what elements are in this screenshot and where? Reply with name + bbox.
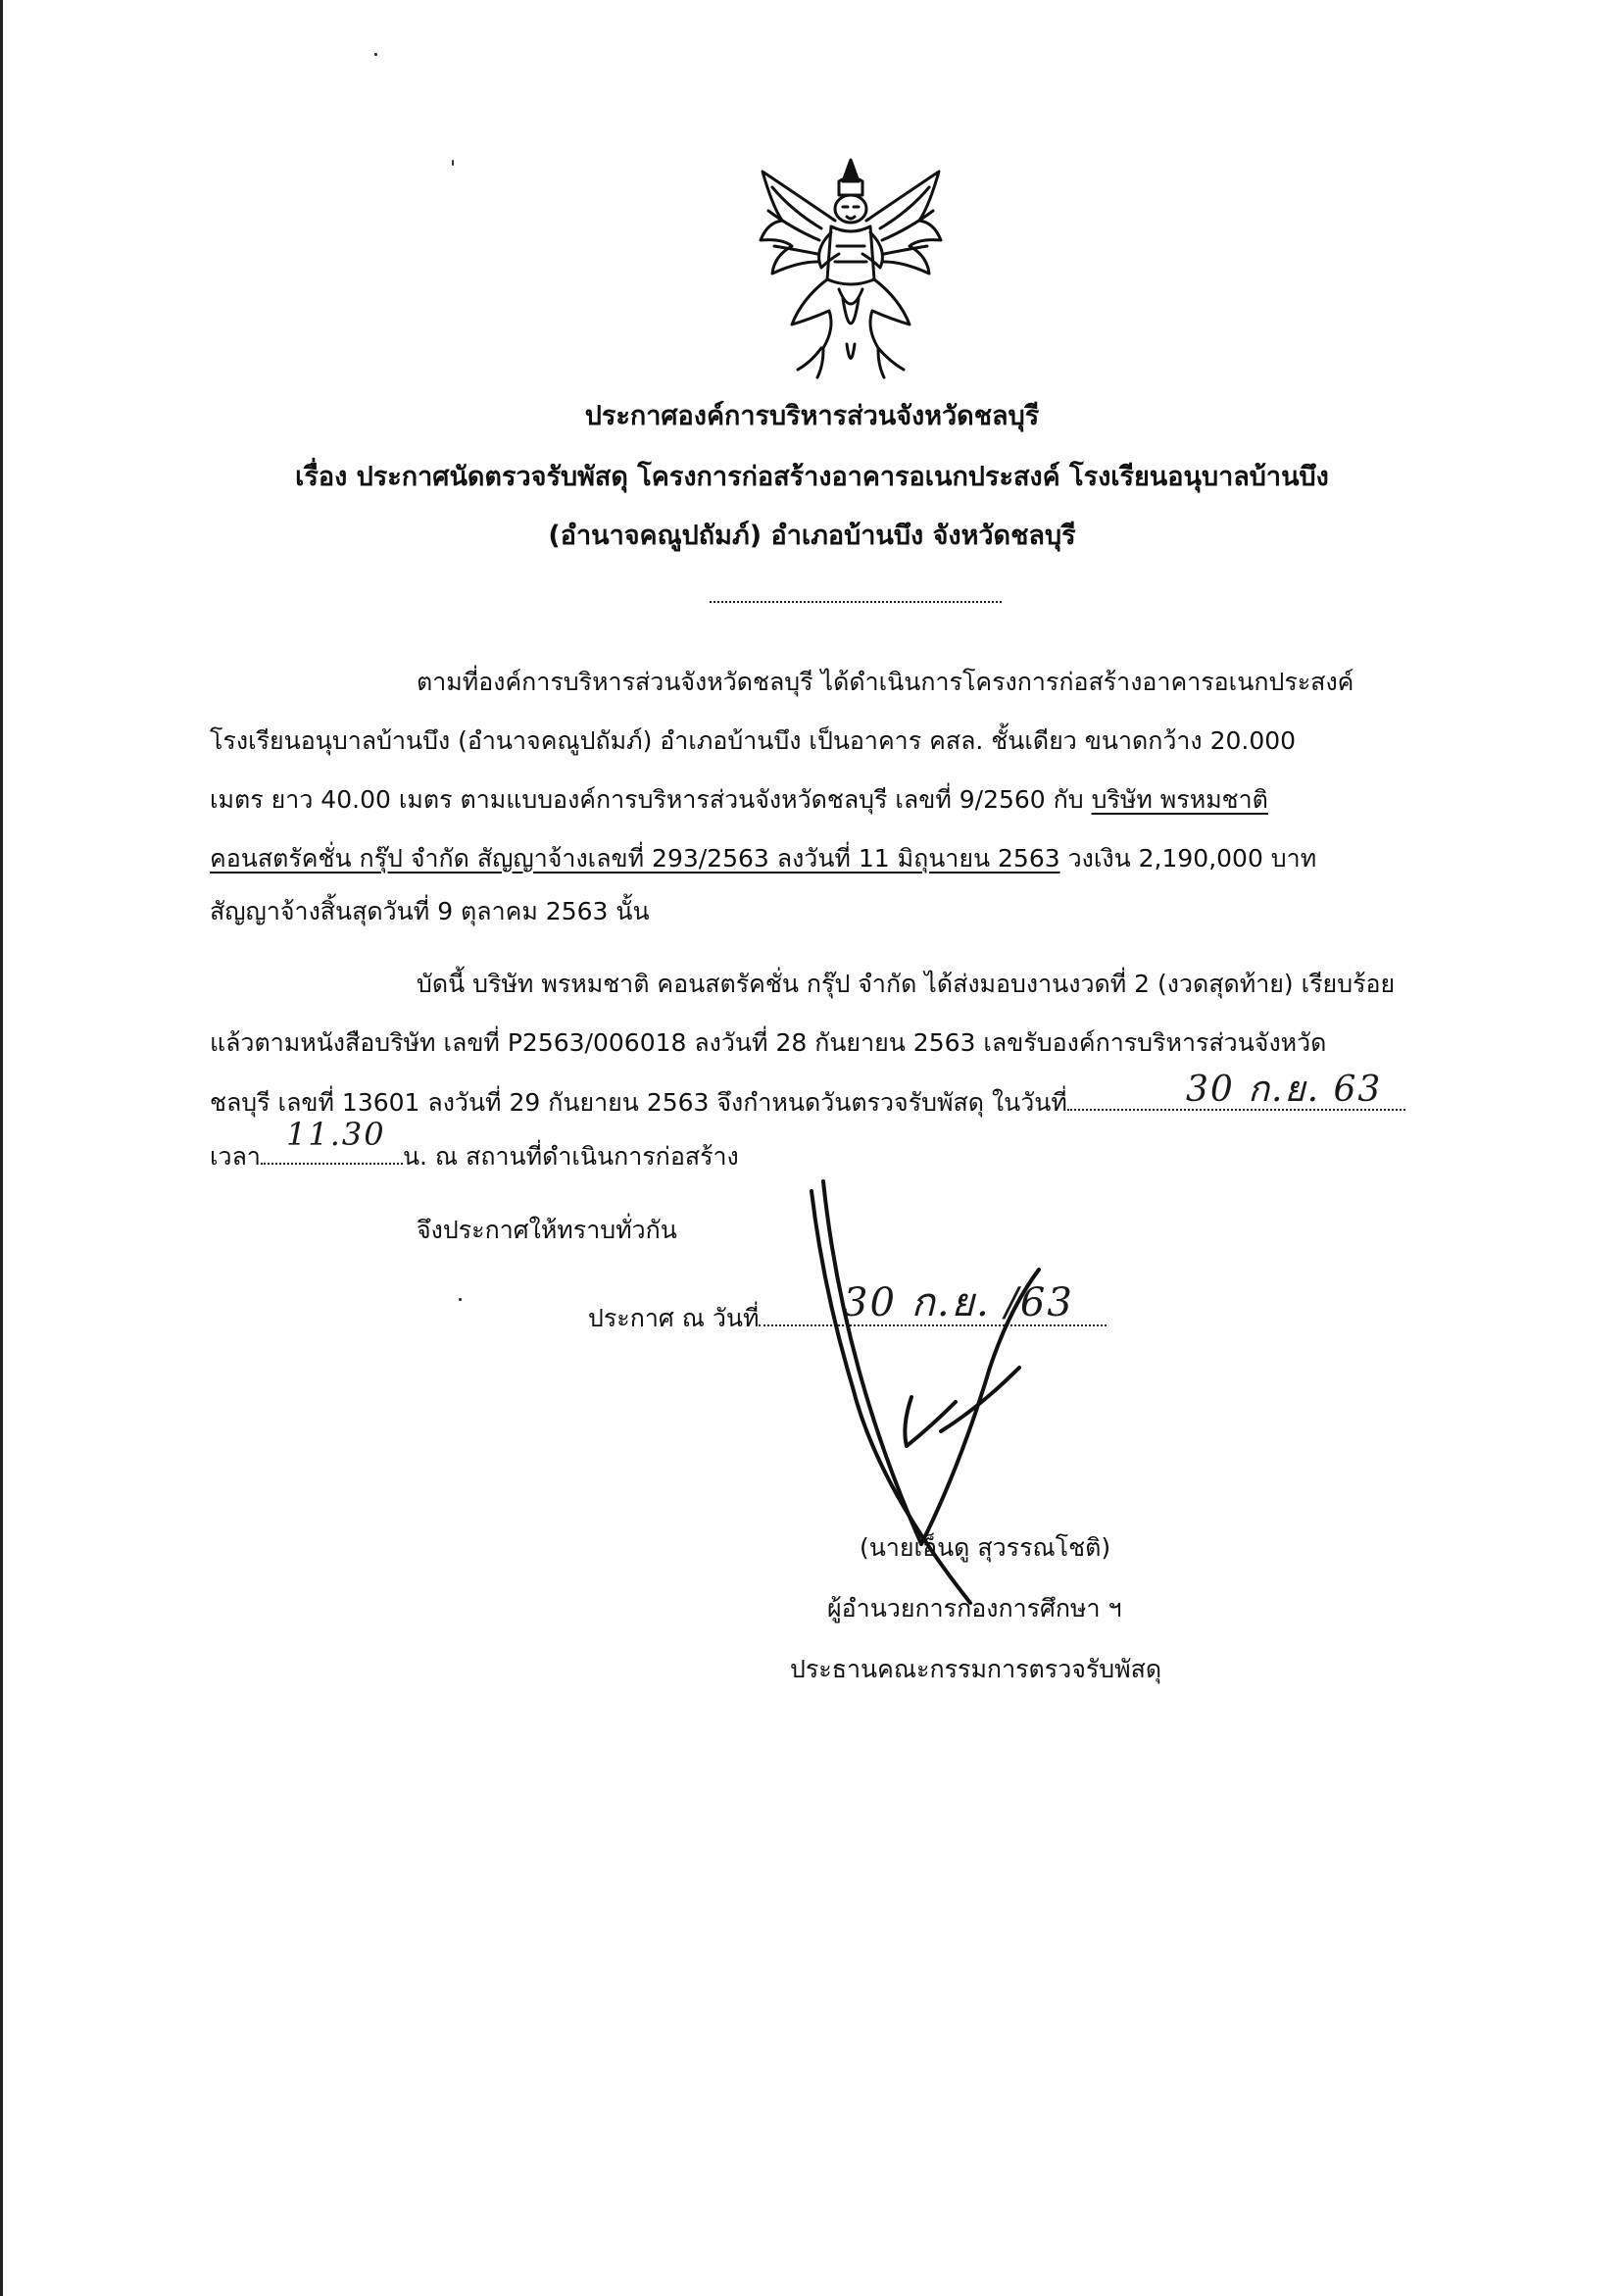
scan-speck bbox=[452, 160, 454, 166]
para2-line2: แล้วตามหนังสือบริษัท เลขที่ P2563/006018 ลงวันที่ 28 กันยายน 2563 เลขรับองค์การบริหารส่วนจังหวัด bbox=[210, 1028, 1327, 1057]
garuda-emblem-icon bbox=[753, 152, 949, 382]
time-label: เวลา bbox=[210, 1142, 261, 1171]
scan-speck bbox=[459, 1298, 462, 1301]
contract-reference: คอนสตรัคชั่น กรุ๊ป จำกัด สัญญาจ้างเลขที่ 293/2563 ลงวันที่ 11 มิถุนายน 2563 bbox=[210, 844, 1060, 873]
subject-line: เรื่อง ประกาศนัดตรวจรับพัสดุ โครงการก่อสร้างอาคารอเนกประสงค์ โรงเรียนอนุบาลบ้านบึง bbox=[295, 462, 1329, 492]
contract-amount: วงเงิน 2,190,000 บาท bbox=[1059, 844, 1317, 873]
contractor-name: บริษัท พรหมชาติ bbox=[1091, 785, 1268, 814]
announce-date-label: ประกาศ ณ วันที่ bbox=[588, 1304, 760, 1332]
inspection-time-handwritten: 11.30 bbox=[286, 1116, 386, 1153]
closing-statement: จึงประกาศให้ทราบทั่วกัน bbox=[417, 1216, 677, 1244]
scan-edge bbox=[0, 0, 3, 2296]
para1-line3 bbox=[210, 781, 1268, 819]
signatory-role: ประธานคณะกรรมการตรวจรับพัสดุ bbox=[790, 1655, 1162, 1683]
para1-line5: สัญญาจ้างสิ้นสุดวันที่ 9 ตุลาคม 2563 นั้น bbox=[210, 897, 650, 925]
para1-line2: โรงเรียนอนุบาลบ้านบึง (อำนาจคณูปถัมภ์) อำเภอบ้านบึง เป็นอาคาร คสล. ชั้นเดียว ขนาดกว้าง 20.000 bbox=[210, 726, 1297, 755]
time-suffix: น. ณ สถานที่ดำเนินการก่อสร้าง bbox=[402, 1142, 739, 1171]
para1-line4 bbox=[210, 840, 1316, 877]
title-separator bbox=[710, 574, 1002, 603]
para2-line3-text: ชลบุรี เลขที่ 13601 ลงวันที่ 29 กันยายน 2563 จึงกำหนดวันตรวจรับพัสดุ ในวันที่ bbox=[210, 1088, 1067, 1117]
para1-line1: ตามที่องค์การบริหารส่วนจังหวัดชลบุรี ได้ดำเนินการโครงการก่อสร้างอาคารอเนกประสงค์ bbox=[417, 668, 1354, 696]
signatory-position: ผู้อำนวยการกองการศึกษา ฯ bbox=[827, 1594, 1122, 1622]
scan-speck bbox=[374, 53, 377, 56]
subject-line-continued: (อำนาจคณูปถัมภ์) อำเภอบ้านบึง จังหวัดชลบุรี bbox=[548, 521, 1076, 551]
inspection-date-handwritten: 30 ก.ย. 63 bbox=[1186, 1070, 1383, 1110]
para1-line3-text: เมตร ยาว 40.00 เมตร ตามแบบองค์การบริหารส่วนจังหวัดชลบุรี เลขที่ 9/2560 กับ bbox=[210, 785, 1092, 814]
announce-date-handwritten: 30 ก.ย. /63 bbox=[843, 1280, 1074, 1325]
announcement-title: ประกาศองค์การบริหารส่วนจังหวัดชลบุรี bbox=[584, 401, 1040, 431]
signatory-name: (นายเอ็นดู สุวรรณโชติ) bbox=[860, 1533, 1111, 1562]
para2-line1: บัดนี้ บริษัท พรหมชาติ คอนสตรัคชั่น กรุ๊ป จำกัด ได้ส่งมอบงานงวดที่ 2 (งวดสุดท้าย) เรียบร้อย bbox=[417, 970, 1396, 998]
